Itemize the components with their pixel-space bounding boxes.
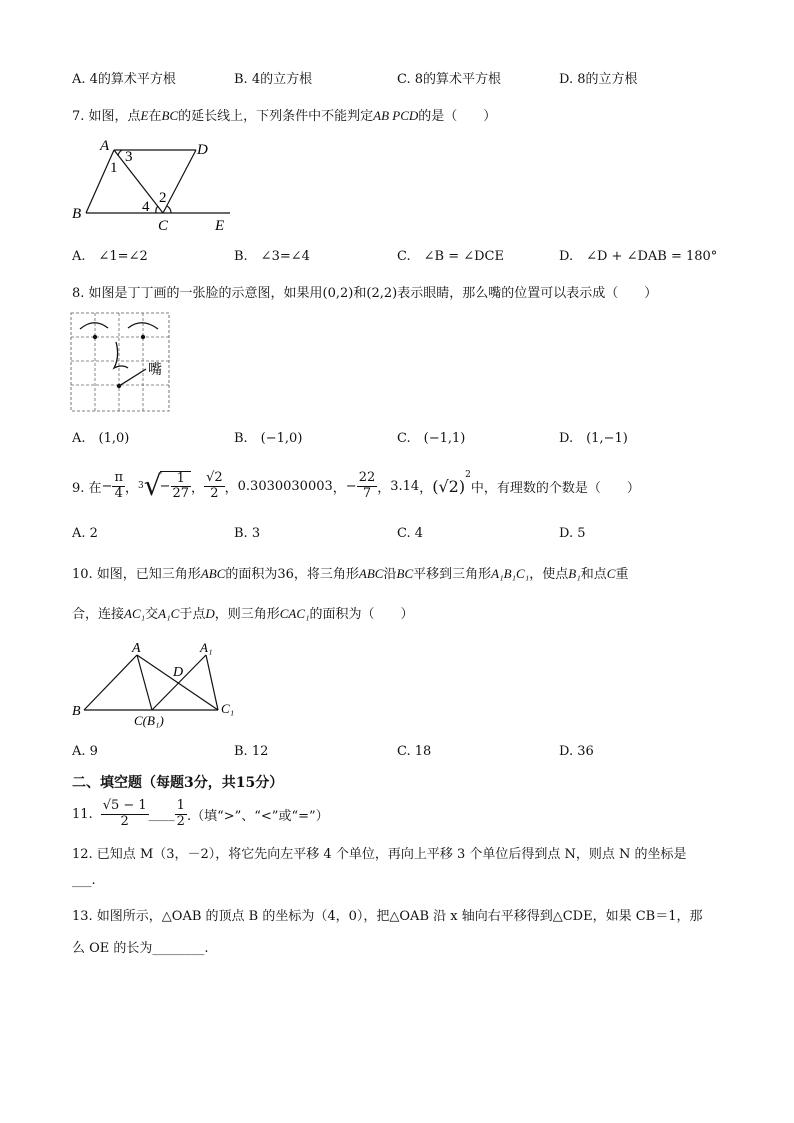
q9-number-2: 3.14 — [390, 478, 420, 494]
q7-angle-arc — [156, 206, 158, 213]
q6-option-c: C. 8的算术平方根 — [397, 72, 502, 87]
q7-label-a: A — [100, 138, 110, 154]
q10-option-b: B. 12 — [234, 744, 269, 759]
q10-line-ca1 — [152, 655, 206, 710]
q6-option-a: A. 4的算术平方根 — [72, 72, 176, 87]
q9-comma: ， — [419, 480, 433, 496]
q8-option-b: B. (−1,0) — [234, 431, 303, 446]
q10-stem-line1: 10. 如图，已知三角形ABC的面积为36，将三角形ABC沿BC平移到三角形A₁B₁C₁，使点B₁和点C重 — [72, 566, 629, 582]
q6-option-d: D. 8的立方根 — [559, 72, 638, 87]
q8-face-grid — [70, 312, 172, 414]
q12-line2: ___. — [72, 873, 96, 888]
q7-option-d: D. ∠D + ∠DAB = 180° — [559, 249, 718, 264]
q10-option-d: D. 36 — [559, 744, 594, 759]
q7-label-e: E — [215, 218, 225, 233]
q7-label-b: B — [72, 206, 82, 222]
q7-stem — [72, 105, 496, 124]
radical-sign: √ — [143, 469, 162, 502]
q7-stem-text: 在 — [148, 109, 162, 124]
q10-label-c1: C₁ — [221, 701, 235, 716]
q8-stem-text: 和 — [353, 286, 367, 301]
section-heading: 二、填空题（每题3分，共15分） — [72, 775, 284, 791]
q8-mouth-label: 嘴 — [148, 363, 162, 378]
q9-frac-pi-4: $\frac{\pi}{4}$ — [114, 470, 123, 501]
q11-frac-right: $\frac{1}{2}$ — [176, 798, 185, 829]
q10-stem-line2: 合，连接AC₁交A₁C于点D，则三角形CAC₁的面积为（ ） — [72, 606, 414, 622]
q7-label-d: D — [197, 142, 208, 158]
q7-line-dc — [163, 150, 196, 213]
q12-line1: 12. 已知点 M（3，－2），将它先向左平移 4 个单位，再向上平移 3 个单位后得到点 N，则点 N 的坐标是 — [72, 847, 687, 862]
q7-figure — [70, 138, 240, 233]
q10-label-d: D — [173, 665, 184, 680]
q11-blank: ____ — [148, 806, 175, 822]
q7-angle-arc — [167, 206, 171, 213]
q9-cube-index: 3 — [138, 481, 144, 491]
q11-number: 11. — [72, 806, 93, 822]
q11-hint: .（填“>”、“<”或“=”） — [186, 808, 329, 824]
q9-option-b: B. 3 — [234, 526, 261, 541]
q10-label-b: B — [72, 704, 81, 719]
q9-minus: − — [159, 479, 171, 494]
q7-option-b: B. ∠3=∠4 — [234, 249, 310, 264]
q9-number-1: 0.3030030003 — [237, 478, 333, 494]
q8-stem — [72, 282, 657, 301]
q8-nose — [114, 342, 128, 368]
q8-grid-lines — [71, 313, 169, 411]
q6-option-b: B. 4的立方根 — [234, 72, 313, 87]
q8-grid-border — [71, 313, 169, 411]
q7-label-c: C — [158, 218, 169, 233]
q8-left-eye — [93, 335, 97, 339]
q10-option-c: C. 18 — [397, 744, 432, 759]
q10-figure — [70, 640, 250, 730]
q9-comma: ， — [332, 480, 346, 496]
q13-line1: 13. 如图所示，△OAB 的顶点 B 的坐标为（4，0），把△OAB 沿 x 轴向右平移得到△CDE，如果 CB＝1，那 — [72, 909, 703, 924]
q7-point-e: E — [140, 108, 149, 123]
q9-cube-root: 3 √ − $\frac{1}{27}$ — [138, 469, 190, 502]
q9-stem-text: 9. 在 — [72, 480, 102, 496]
q8-point-2: (2,2) — [366, 286, 398, 301]
q7-angle-arc — [118, 150, 122, 156]
q7-stem-text: 7. 如图，点 — [72, 109, 141, 124]
q9-stem-text: 中，有理数的个数是（ ） — [470, 480, 640, 496]
q9-option-c: C. 4 — [397, 526, 424, 541]
q7-stem-text: 的延长线上，下列条件中不能判定 — [178, 109, 374, 124]
q9-square: 2 — [465, 470, 471, 480]
q8-option-d: D. (1,−1) — [559, 431, 628, 446]
q9-minus: − — [101, 478, 113, 494]
q9-stem — [72, 466, 640, 506]
q9-comma: ， — [377, 480, 391, 496]
q8-mouth-pointer — [119, 369, 146, 386]
q7-seg-bc: BC — [161, 108, 179, 123]
q8-option-c: C. (−1,1) — [397, 431, 466, 446]
q9-comma: ， — [191, 480, 205, 496]
q8-point-1: (0,2) — [322, 286, 354, 301]
q8-stem-text: 表示眼睛，那么嘴的位置可以表示成（ ） — [397, 286, 658, 301]
q10-option-a: A. 9 — [72, 744, 98, 759]
q9-paren-sqrt2: (√2) — [432, 476, 466, 496]
q10-label-a1: A₁ — [200, 640, 213, 655]
q10-label-cb1: C(B₁) — [134, 713, 164, 728]
q9-minus: − — [345, 478, 357, 494]
q9-comma: ， — [224, 480, 238, 496]
q9-option-a: A. 2 — [72, 526, 98, 541]
q9-option-d: D. 5 — [559, 526, 586, 541]
q11-frac-left: $\frac{√5 - 1}{2}$ — [102, 798, 147, 829]
q13-line2: 么 OE 的长为________. — [72, 941, 209, 956]
q10-line-ba — [84, 655, 137, 710]
q8-stem-text: 8. 如图是丁丁画的一张脸的示意图，如果用 — [72, 286, 323, 301]
q7-angle-1: 1 — [110, 160, 118, 176]
q8-left-brow — [80, 323, 108, 329]
q9-comma: ， — [125, 480, 139, 496]
q7-relation: AB PCD — [373, 108, 419, 123]
q10-label-a: A — [132, 641, 141, 656]
q11 — [72, 794, 329, 834]
q8-right-eye — [141, 335, 145, 339]
q8-mouth-point — [117, 384, 121, 388]
q7-line-ac — [114, 150, 163, 213]
q9-frac-22-7: $\frac{22}{7}$ — [358, 470, 376, 501]
q10-line-a1c1 — [206, 655, 218, 710]
q7-angle-4: 4 — [142, 199, 150, 215]
q7-angle-2: 2 — [159, 190, 167, 206]
q7-stem-text: 的是（ ） — [418, 109, 497, 124]
q9-frac-sqrt2-2: $\frac{√2}{2}$ — [206, 470, 223, 501]
q7-option-a: A. ∠1=∠2 — [72, 249, 148, 264]
q7-angle-3: 3 — [125, 149, 133, 165]
q8-option-a: A. (1,0) — [72, 431, 130, 446]
q7-option-c: C. ∠B = ∠DCE — [397, 249, 504, 264]
